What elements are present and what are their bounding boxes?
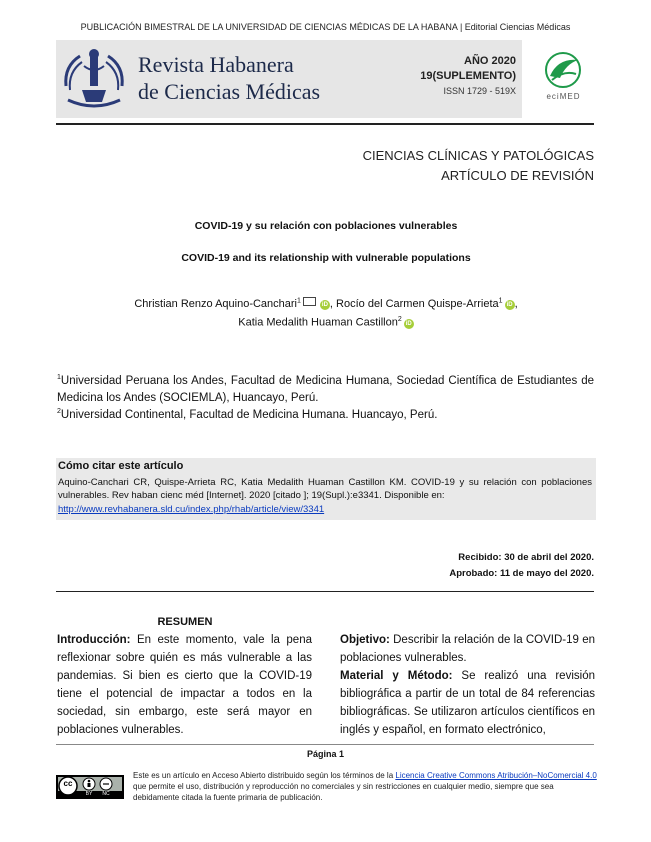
license-text [133,770,599,803]
dates-divider [56,591,594,592]
publication-line: PUBLICACIÓN BIMESTRAL DE LA UNIVERSIDAD DE CIENCIAS MÉDICAS DE LA HABANA | Editorial Ciencias Médicas [80,22,571,32]
author-3: Katia Medalith Huaman Castillon [238,316,398,329]
author-separator: , [329,298,333,310]
issue-year: AÑO 2020 [464,55,516,67]
page-number: Página 1 [306,749,344,759]
publisher-logo-text: eciMED [546,92,581,101]
author-separator: , [514,298,518,310]
footer-divider [56,744,594,745]
by-label: BY [85,791,93,797]
article-title-english: COVID-19 and its relationship with vulnerable populations [181,252,471,264]
affiliation-1-number: 1 [57,374,61,381]
methods-paragraph [340,667,595,739]
article-title-spanish: COVID-19 y su relación con poblaciones vulnerables [194,220,458,232]
section-category: CIENCIAS CLÍNICAS Y PATOLÓGICAS [362,148,594,163]
publisher-logo [522,40,605,118]
orcid-icon[interactable]: iD [405,320,412,327]
affiliation-2-number: 2 [57,408,61,415]
cc-label: cc [63,779,73,788]
received-date: Recibido: 30 de abril del 2020. [458,552,594,563]
author-3-affil: 2 [397,316,402,323]
ecimed-leaf-icon [522,40,605,118]
university-emblem-icon [60,46,128,112]
author-2: Rocío del Carmen Quispe-Arrieta [336,298,499,310]
author-2-affil: 1 [498,297,503,305]
article-type: ARTÍCULO DE REVISIÓN [441,168,594,183]
affiliation-1-text: Universidad Peruana los Andes, Facultad de Medicina Humana, Sociedad Científica de Estudiantes de Medicina los Andes (SOCIEMLA), Huancayo, Perú. [57,374,594,404]
affiliation-2 [57,403,594,424]
authors-line2 [56,316,596,329]
intro-text: En este momento, vale la pena reflexionar sobre quién es más vulnerable a las pandemias. Si bien es cierto que la COVID-19 tiene el potencial de impactar a todos en la sociedad, sin embargo, este será mayor en poblaciones vulnerables. [57,634,312,736]
nc-label: NC [102,791,110,797]
issn: ISSN 1729 - 519X [443,86,516,96]
author-1: Christian Renzo Aquino-Canchari [134,298,298,310]
authors-line1 [56,297,596,310]
affiliation-1 [57,369,594,407]
cc-license-badge[interactable] [56,775,124,799]
abstract-left-column [57,631,312,739]
objective-paragraph [340,631,595,667]
abstract-right-column [340,631,595,739]
affiliation-2-text: Universidad Continental, Facultad de Medicina Humana. Huancayo, Perú. [60,408,438,421]
journal-logo [60,46,128,112]
methods-text: Se realizó una revisión bibliográfica a partir de un total de 84 referencias bibliográficas. Se utilizaron artículos científicos en inglés y español, en formato electrónico, [340,670,595,736]
issue-volume: 19(SUPLEMENTO) [420,70,516,82]
email-icon[interactable] [303,297,316,306]
journal-title-line2: de Ciencias Médicas [138,79,321,104]
intro-label: Introducción: [57,634,131,646]
citation-text: Aquino-Canchari CR, Quispe-Arrieta RC, Katia Medalith Huaman Castillon KM. COVID-19 y su relación con poblaciones vulnerables. Rev haban cienc méd [Internet]. 2020 [citado ]; 19(Supl.):e3341. Disponible en: [58,477,592,501]
objective-text: Describir la relación de la COVID-19 en poblaciones vulnerables. [340,634,595,664]
license-pre: Este es un artículo en Acceso Abierto distribuido según los términos de la [133,771,396,780]
orcid-icon[interactable]: iD [321,302,328,308]
header-divider [56,123,594,125]
license-link[interactable]: Licencia Creative Commons Atribución–NoComercial 4.0 [395,771,597,780]
orcid-icon[interactable]: iD [506,302,513,308]
license-post: que permite el uso, distribución y reproducción no comerciales y sin restricciones en cualquier medio, siempre que sea debidamente citada la fuente primaria de publicación. [133,782,554,802]
methods-label: Material y Método: [340,670,453,682]
author-1-affil: 1 [297,297,301,305]
citation-link[interactable]: http://www.revhabanera.sld.cu/index.php/rhab/article/view/3341 [58,504,325,515]
citation-heading: Cómo citar este artículo [58,460,184,472]
abstract-heading: RESUMEN [157,616,213,628]
objective-label: Objetivo: [340,634,390,646]
approved-date: Aprobado: 11 de mayo del 2020. [449,568,594,579]
journal-title-line1: Revista Habanera [138,52,294,77]
